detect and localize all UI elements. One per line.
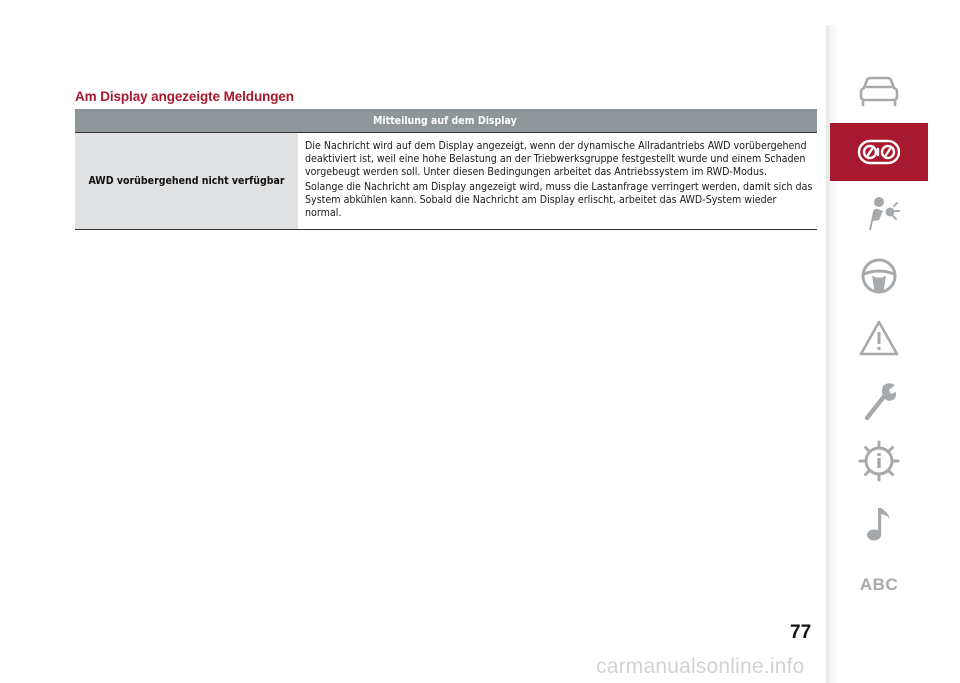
chapter-instruments-link[interactable] [830, 123, 928, 181]
page-number: 77 [790, 622, 812, 643]
chapter-service-link[interactable] [830, 376, 928, 428]
messages-table [75, 109, 817, 230]
music-note-icon [862, 504, 896, 544]
chapter-emergency-link[interactable] [830, 314, 928, 362]
chapter-index-link[interactable] [830, 568, 928, 602]
chapter-driving-link[interactable] [830, 250, 928, 302]
technical-data-gear-icon [857, 439, 901, 483]
description-cell [298, 133, 817, 229]
table-row [75, 133, 817, 230]
steering-wheel-icon [859, 256, 899, 296]
description-paragraph: Die Nachricht wird auf dem Display angezeigt, wenn der dynamische Allradantriebs AWD vorübergehend deaktiviert ist, weil eine hohe Belastung an der Triebwerksgruppe festgestellt wurde und einem Schaden vorgebeugt werden soll. Unter diesen Bedingungen arbeitet das Antriebssystem im RWD-Modus. [305, 140, 807, 178]
watermark: carmanualsonline.info [596, 655, 805, 678]
chapter-multimedia-link[interactable] [830, 500, 928, 548]
instrument-panel-icon [856, 137, 902, 167]
message-cell: AWD vorübergehend nicht verfügbar [75, 133, 298, 229]
description-paragraph: Solange die Nachricht am Display angezeigt wird, muss die Lastanfrage verringert werden, damit sich das System abkühlen kann. Sobald die Nachricht am Display erlischt, arbeitet das AWD-System wieder normal. [305, 181, 813, 219]
table-header: Mitteilung auf dem Display [75, 109, 817, 133]
abc-index-icon: ABC [859, 575, 899, 594]
chapter-technical-data-link[interactable] [830, 434, 928, 488]
airbag-seat-icon [857, 194, 901, 234]
chapter-car-link[interactable] [830, 66, 928, 118]
warning-triangle-icon [858, 319, 900, 357]
car-icon [857, 74, 901, 110]
section-title: Am Display angezeigte Meldungen [75, 89, 294, 104]
wrench-icon [859, 380, 899, 424]
chapter-safety-link[interactable] [830, 188, 928, 240]
